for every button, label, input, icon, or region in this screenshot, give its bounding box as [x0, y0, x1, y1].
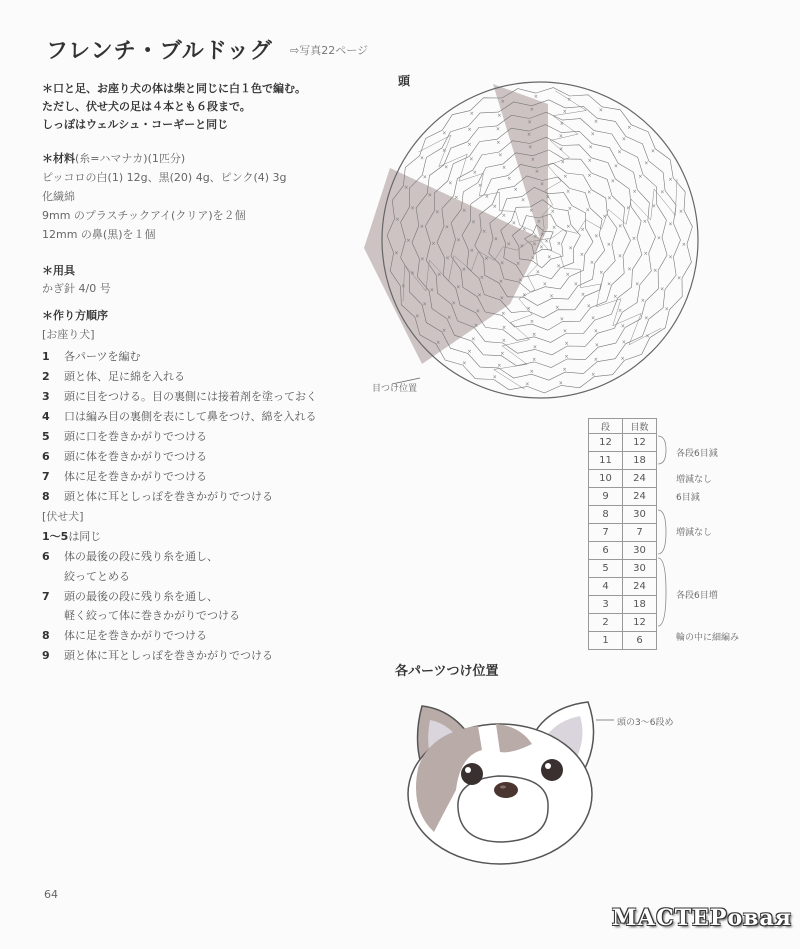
stitch-mark: × — [613, 294, 618, 301]
stitch-mark: × — [499, 295, 505, 302]
stitch-mark: × — [617, 253, 623, 260]
stitch-mark: × — [441, 328, 447, 334]
stitch-mark: × — [617, 149, 622, 156]
stitch-mark: × — [525, 381, 530, 388]
stitch-mark: × — [617, 308, 623, 315]
stitch-mark: × — [534, 169, 540, 176]
header-stitch-count: 目数 — [623, 419, 657, 434]
stitch-mark: × — [562, 328, 568, 335]
stitch-mark: × — [500, 98, 505, 105]
stitch-mark: × — [484, 256, 489, 262]
stitch-mark: × — [644, 160, 649, 167]
stitch-mark: × — [678, 208, 684, 215]
table-row: 5 30 — [589, 560, 657, 578]
stitch-mark: × — [471, 219, 476, 226]
stitch-mark: × — [406, 238, 411, 244]
table-row: 9 24 — [589, 488, 657, 506]
stitch-mark: × — [567, 205, 573, 212]
left-eye — [461, 763, 483, 785]
stitch-mark: × — [587, 189, 592, 196]
stitch-mark: × — [681, 242, 687, 249]
stitch-mark: × — [590, 315, 596, 322]
stitch-mark: × — [558, 133, 563, 140]
stitch-mark: × — [593, 357, 599, 363]
stitch-mark: × — [532, 233, 538, 240]
stitch-mark: × — [448, 180, 453, 187]
stitch-mark: × — [467, 142, 472, 149]
stitch-mark: × — [643, 250, 648, 257]
stitch-mark: × — [549, 293, 554, 300]
stitch-mark: × — [551, 225, 557, 232]
stitch-mark: × — [558, 146, 564, 153]
stitch-mark: × — [526, 132, 532, 139]
stitch-mark: × — [469, 156, 474, 163]
stitch-mark: × — [471, 336, 476, 343]
stitch-mark: × — [495, 126, 501, 133]
stitch-mark: × — [545, 194, 550, 201]
stitch-mark: × — [593, 328, 598, 335]
stitch-mark: × — [498, 152, 503, 159]
table-row: 8 30 — [589, 506, 657, 524]
stitch-mark: × — [562, 108, 567, 115]
stitch-mark: × — [496, 140, 501, 146]
table-row: 2 12 — [589, 614, 657, 632]
table-header-row — [589, 419, 657, 434]
stitch-mark: × — [626, 205, 631, 212]
stitch-mark: × — [590, 131, 595, 138]
stitch-mark: × — [606, 281, 612, 288]
stitch-mark: × — [635, 281, 640, 288]
stitch-mark: × — [620, 323, 626, 330]
stitch-mark: × — [566, 224, 571, 231]
stitch-mark: × — [532, 241, 537, 248]
stitch-mark: × — [529, 319, 535, 326]
stitch-mark: × — [532, 344, 538, 351]
stitch-mark: × — [585, 207, 590, 214]
materials-heading: ＊材料(糸=ハマナカ)(1匹分) — [42, 152, 186, 165]
stitch-mark: × — [520, 197, 526, 204]
row-note: 増減なし — [676, 528, 713, 538]
nose — [494, 782, 518, 798]
stitch-mark: × — [415, 313, 420, 320]
table-row: 4 24 — [589, 578, 657, 596]
header-row-number: 段 — [589, 419, 623, 434]
stitch-mark: × — [395, 217, 400, 224]
intro-line: ＊口と足、お座り犬の体は柴と同じに白１色で編む。 — [42, 82, 306, 95]
table-row: 6 30 — [589, 542, 657, 560]
stitch-mark: × — [564, 341, 569, 348]
stitch-mark: × — [620, 356, 625, 362]
stitch-mark: × — [500, 260, 505, 267]
stitch-mark: × — [580, 292, 586, 298]
table-row: 7 7 — [589, 524, 657, 542]
stitch-mark: × — [599, 269, 604, 276]
stitch-mark: × — [404, 184, 409, 191]
stitch-mark: × — [519, 243, 524, 250]
stitch-mark: × — [555, 304, 560, 311]
stitch-mark: × — [565, 189, 571, 195]
tool-line: かぎ針 4/0 号 — [42, 282, 111, 295]
stitch-mark: × — [668, 254, 673, 261]
stitch-mark: × — [526, 306, 531, 313]
stitch-mark: × — [479, 275, 484, 282]
stitch-mark: × — [419, 224, 424, 231]
watermark-logo: МАСТЕРовая — [612, 905, 792, 931]
stitch-mark: × — [586, 303, 591, 310]
stitch-mark: × — [594, 342, 599, 349]
stitch-mark: × — [501, 338, 507, 345]
row-count-table — [588, 418, 657, 650]
stitch-mark: × — [501, 213, 506, 219]
stitch-mark: × — [462, 360, 467, 367]
stitch-mark: × — [451, 300, 456, 307]
stitch-mark: × — [542, 281, 547, 288]
stitch-mark: × — [462, 208, 467, 215]
head-crochet-chart — [360, 78, 720, 408]
stitch-mark: × — [535, 269, 541, 276]
stitch-mark: × — [492, 374, 497, 381]
stitch-mark: × — [645, 333, 650, 340]
stitch-mark: × — [445, 255, 450, 262]
stitch-mark: × — [536, 219, 541, 225]
photo-page-reference: ⇨写真22ページ — [290, 44, 368, 57]
material-line: 9mm のプラスチックアイ(クリア)を２個 — [42, 209, 246, 222]
stitch-mark: × — [477, 182, 483, 189]
stitch-mark: × — [437, 272, 442, 279]
step-item: 6 体の最後の段に残り糸を通し、 — [42, 550, 218, 563]
stitch-mark: × — [467, 349, 472, 355]
table-row: 1 6 — [589, 632, 657, 650]
lying-label: [伏せ犬] — [42, 510, 84, 523]
intro-notes — [42, 80, 382, 134]
stitch-mark: × — [660, 286, 665, 293]
row-note: 6目減 — [676, 493, 700, 503]
stitch-mark: × — [529, 207, 534, 214]
stitch-mark: × — [613, 163, 619, 170]
step-item: 8 頭と体に耳としっぽを巻きかがりでつける — [42, 490, 273, 503]
head-chart-label: 頭 — [398, 74, 411, 88]
stitch-mark: × — [550, 209, 555, 216]
order-heading: ＊作り方順序 — [42, 309, 108, 322]
stitch-mark: × — [556, 241, 561, 247]
stitch-mark: × — [589, 260, 595, 266]
eye-position-label: 目つけ位置 — [372, 384, 418, 394]
stitch-mark: × — [498, 278, 504, 285]
step-item: 7 体に足を巻きかがりでつける — [42, 470, 207, 483]
stitch-mark: × — [497, 112, 502, 119]
stitch-mark: × — [566, 97, 572, 103]
stitch-mark: × — [563, 173, 568, 180]
stitch-mark: × — [533, 94, 538, 101]
stitch-mark: × — [587, 158, 592, 165]
parts-position-title: 各パーツつけ位置 — [395, 664, 499, 679]
stitch-mark: × — [632, 189, 637, 196]
stitch-mark: × — [528, 144, 533, 151]
intro-line: しっぽはウェルシュ・コーギーと同じ — [42, 118, 229, 131]
stitch-mark: × — [444, 164, 449, 171]
stitch-mark: × — [436, 339, 441, 346]
stitch-mark: × — [522, 227, 527, 234]
stitch-mark: × — [442, 147, 447, 154]
stitch-mark: × — [580, 227, 585, 234]
row-note: 各段6目増 — [676, 591, 718, 601]
stitch-mark: × — [668, 221, 673, 228]
stitch-mark: × — [454, 195, 459, 201]
intro-line: ただし、伏せ犬の足は４本とも６段まで。 — [42, 100, 251, 113]
stitch-mark: × — [560, 159, 565, 166]
table-row: 12 12 — [589, 434, 657, 452]
stitch-mark: × — [559, 121, 565, 127]
stitch-mark: × — [547, 254, 552, 261]
stitch-mark: × — [529, 106, 534, 113]
stitch-mark: × — [588, 144, 593, 151]
french-bulldog-illustration — [400, 690, 630, 870]
stitch-mark: × — [429, 287, 434, 294]
stitch-mark: × — [472, 170, 478, 177]
stitch-mark: × — [516, 260, 521, 267]
stitch-mark: × — [527, 119, 532, 126]
ear-position-label: 頭の3～6段め — [617, 718, 674, 728]
color-section — [364, 84, 548, 364]
table-brackets — [656, 432, 676, 662]
stitch-mark: × — [594, 233, 599, 240]
step-item: 4 口は編み目の裏側を表にして鼻をつけ、綿を入れる — [42, 410, 317, 423]
stitch-mark: × — [501, 324, 507, 331]
step-item: 3 頭に目をつける。目の裏側には接着剤を塗っておく — [42, 390, 317, 403]
stitch-mark: × — [513, 187, 518, 193]
stitch-mark: × — [501, 164, 507, 171]
stitch-mark: × — [668, 177, 673, 184]
stitch-mark: × — [618, 223, 623, 230]
stitch-mark: × — [447, 314, 452, 321]
stitch-mark: × — [410, 270, 415, 277]
row-note: 増減なし — [676, 475, 713, 485]
stitch-mark: × — [556, 263, 561, 270]
stitch-mark: × — [394, 250, 399, 257]
step-item: 8 体に足を巻きかがりでつける — [42, 629, 207, 642]
stitch-mark: × — [573, 281, 579, 288]
row-note: 輪の中に細編み — [676, 633, 740, 643]
stitch-mark: × — [461, 267, 466, 273]
stitch-mark: × — [420, 256, 425, 263]
step-item: 6 頭に体を巻きかがりでつける — [42, 450, 207, 463]
step-item-continued: 軽く絞って体に巻きかがりでつける — [64, 609, 240, 622]
stitch-mark: × — [419, 155, 425, 162]
stitch-mark: × — [540, 232, 545, 238]
stitch-mark: × — [518, 277, 523, 284]
stitch-mark: × — [530, 156, 536, 163]
stitch-mark: × — [579, 251, 584, 258]
stitch-mark: × — [631, 236, 637, 242]
stitch-mark: × — [467, 126, 472, 133]
stitch-mark: × — [593, 119, 599, 125]
stitch-mark: × — [427, 192, 433, 199]
stitch-mark: × — [530, 255, 536, 262]
stitch-mark: × — [442, 130, 447, 137]
table-row: 3 18 — [589, 596, 657, 614]
stitch-mark: × — [493, 236, 499, 243]
stitch-mark: × — [422, 301, 427, 308]
stitch-mark: × — [422, 174, 427, 181]
stitch-mark: × — [568, 245, 573, 252]
step-item: 2 頭と体、足に綿を入れる — [42, 370, 185, 383]
stitch-mark: × — [564, 354, 569, 360]
stitch-mark: × — [644, 315, 649, 322]
stitch-mark: × — [401, 283, 406, 290]
stitch-mark: × — [627, 266, 632, 273]
sitting-label: [お座り犬] — [42, 328, 95, 341]
stitch-mark: × — [606, 242, 612, 249]
stitch-mark: × — [529, 369, 534, 376]
stitch-mark: × — [627, 125, 632, 132]
stitch-mark: × — [539, 244, 544, 251]
stitch-mark: × — [482, 229, 487, 236]
stitch-mark: × — [539, 181, 545, 188]
page-number: 64 — [44, 888, 58, 901]
page-title: フレンチ・ブルドッグ — [46, 39, 273, 64]
stitch-mark: × — [456, 237, 461, 244]
stitch-mark: × — [456, 284, 461, 291]
right-eye — [541, 759, 563, 781]
stitch-mark: × — [621, 136, 627, 143]
stitch-mark: × — [522, 292, 527, 299]
stitch-mark: × — [558, 380, 564, 387]
material-line: ピッコロの白(1) 12g、黒(20) 4g、ピンク(4) 3g — [42, 171, 287, 184]
step-item: 1 各パーツを編む — [42, 350, 141, 363]
stitch-mark: × — [559, 316, 565, 323]
stitch-mark: × — [642, 219, 647, 226]
stitch-mark: × — [469, 248, 474, 255]
stitch-mark: × — [591, 371, 596, 378]
stitch-mark: × — [484, 194, 489, 201]
stitch-mark: × — [473, 323, 479, 330]
stitch-mark: × — [477, 292, 482, 299]
tools-heading: ＊用具 — [42, 264, 75, 277]
stitch-mark: × — [598, 107, 604, 114]
table-row: 11 18 — [589, 452, 657, 470]
stitch-mark: × — [638, 174, 643, 181]
stitch-mark: × — [497, 363, 502, 369]
stitch-mark: × — [621, 339, 626, 346]
step-item-continued: 絞ってとめる — [64, 570, 130, 583]
stitch-mark: × — [544, 238, 549, 245]
stitch-mark: × — [602, 213, 607, 220]
stitch-mark: × — [656, 235, 662, 242]
stitch-mark: × — [650, 148, 656, 155]
material-line: 化繊綿 — [42, 190, 75, 203]
table-row: 10 24 — [589, 470, 657, 488]
stitch-mark: × — [651, 203, 657, 210]
stitch-mark: × — [607, 195, 612, 202]
stitch-mark: × — [640, 297, 646, 304]
stitch-mark: × — [501, 310, 506, 317]
step-item: 1～5は同じ — [42, 530, 102, 543]
step-item: 9 頭と体に耳としっぽを巻きかがりでつける — [42, 649, 273, 662]
stitch-mark: × — [475, 308, 480, 315]
stitch-mark: × — [500, 350, 505, 357]
stitch-mark: × — [532, 331, 537, 338]
stitch-mark: × — [532, 356, 537, 363]
stitch-mark: × — [660, 189, 665, 196]
stitch-mark: × — [511, 220, 516, 227]
stitch-mark: × — [492, 204, 497, 211]
stitch-mark: × — [410, 205, 415, 212]
stitch-mark: × — [653, 267, 658, 274]
stitch-mark: × — [562, 367, 567, 374]
row-note: 各段6目減 — [676, 449, 718, 459]
stitch-mark: × — [469, 111, 474, 118]
stitch-mark: × — [431, 241, 436, 247]
step-item: 5 頭に口を巻きかがりでつける — [42, 430, 207, 443]
step-item: 7 頭の最後の段に残り糸を通し、 — [42, 590, 218, 603]
stitch-mark: × — [676, 275, 682, 282]
stitch-mark: × — [565, 272, 570, 279]
stitch-mark: × — [506, 241, 511, 248]
stitch-mark: × — [664, 306, 669, 313]
stitch-mark: × — [435, 209, 440, 216]
stitch-mark: × — [587, 173, 592, 180]
stitch-mark: × — [507, 176, 512, 183]
stitch-mark: × — [610, 178, 616, 185]
material-line: 12mm の鼻(黒)を１個 — [42, 228, 156, 241]
stitch-mark: × — [444, 224, 450, 231]
